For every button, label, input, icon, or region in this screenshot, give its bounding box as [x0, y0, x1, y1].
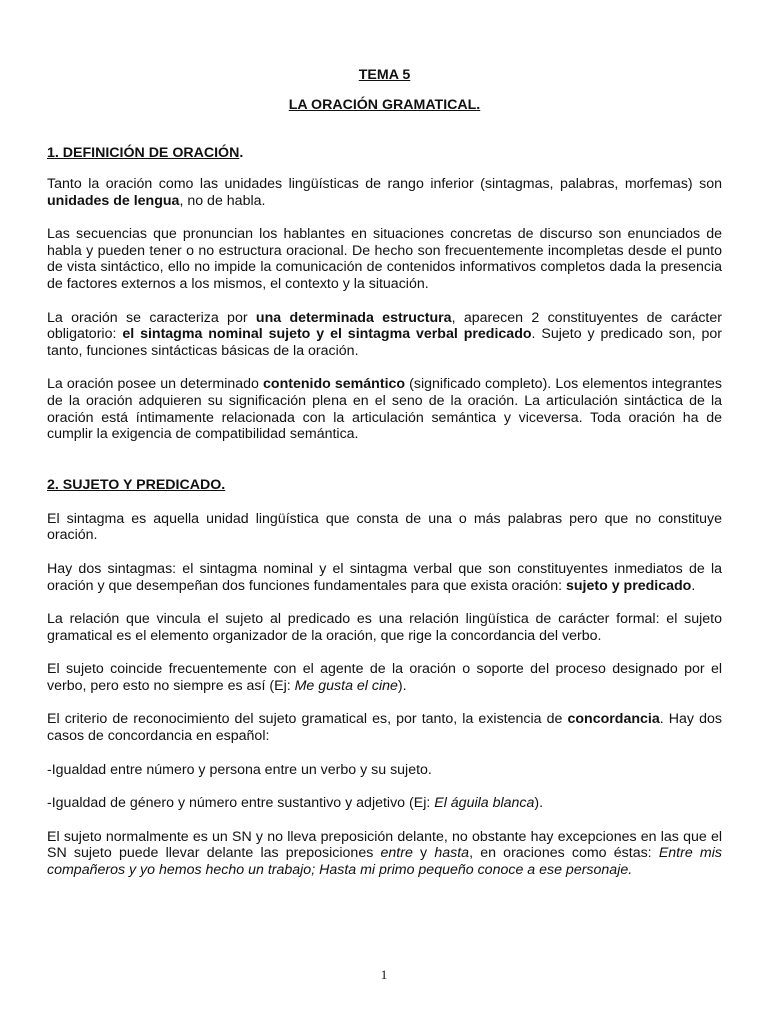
document-title: TEMA 5	[358, 67, 411, 83]
paragraph-contenido-semantico: La oración posee un determinado contenido semántico (significado completo). Los elementos integrantes de la oración adquieren su significación plena en el seno de la oración. La articulación sintáctica de la oración está íntimamente relacionada con la articulación semántica y viceversa. Toda oración ha de cumplir la exigencia de compatibilidad semántica.	[47, 376, 723, 443]
section-2-heading: 2. SUJETO Y PREDICADO.	[47, 476, 226, 493]
paragraph-relacion: La relación que vincula el sujeto al predicado es una relación lingüística de carácter formal: el sujeto gramatical es el elemento organizador de la oración, que rige la concordancia del verbo.	[47, 611, 722, 644]
paragraph-estructura: La oración se caracteriza por una determinada estructura, aparecen 2 constituyentes de carácter obligatorio: el sintagma nominal sujeto y el sintagma verbal predicado. Sujeto y predicado son, por tanto, funciones sintácticas básicas de la oración.	[47, 309, 722, 359]
paragraph-preposiciones: El sujeto normalmente es un SN y no lleva preposición delante, no obstante hay excepciones en las que el SN sujeto puede llevar delante las preposiciones entre y hasta, en oraciones como éstas: Entre mis compañeros y yo hemos hecho un trabajo; Hasta mi primo pequeño conoce a ese personaje.	[47, 828, 722, 879]
page-number: 1	[380, 967, 388, 982]
paragraph-lengua: Tanto la oración como las unidades lingüísticas de rango inferior (sintagmas, palabras, morfemas) son unidades de lengua, no de habla.	[47, 176, 722, 209]
paragraph-dos-sintagmas: Hay dos sintagmas: el sintagma nominal y el sintagma verbal que son constituyentes inmediatos de la oración y que desempeñan dos funciones fundamentales para que exista oración: sujeto y predicado.	[47, 560, 722, 594]
list-item-genero-numero: -Igualdad de género y número entre sustantivo y adjetivo (Ej: El águila blanca).	[47, 795, 544, 812]
paragraph-criterio: El criterio de reconocimiento del sujeto gramatical es, por tanto, la existencia de concordancia. Hay dos casos de concordancia en español:	[47, 711, 722, 745]
document-subtitle: LA ORACIÓN GRAMATICAL.	[288, 97, 481, 113]
paragraph-agente: El sujeto coincide frecuentemente con el agente de la oración o soporte del proceso designado por el verbo, pero esto no siempre es así (Ej: Me gusta el cine).	[47, 661, 722, 694]
list-item-numero-persona: -Igualdad entre número y persona entre un verbo y su sujeto.	[47, 761, 432, 778]
paragraph-enunciados: Las secuencias que pronuncian los hablantes en situaciones concretas de discurso son enunciados de habla y pueden tener o no estructura oracional. De hecho son frecuentemente incompletas desde el punto de vista sintáctico, ello no impide la comunicación de contenidos informativos completos dada la presencia de factores externos a los mismos, el contexto y la situación.	[47, 226, 722, 292]
paragraph-sintagma: El sintagma es aquella unidad lingüística que consta de una o más palabras pero que no constituye oración.	[47, 510, 722, 544]
section-1-heading: 1. DEFINICIÓN DE ORACIÓN.	[47, 145, 244, 161]
